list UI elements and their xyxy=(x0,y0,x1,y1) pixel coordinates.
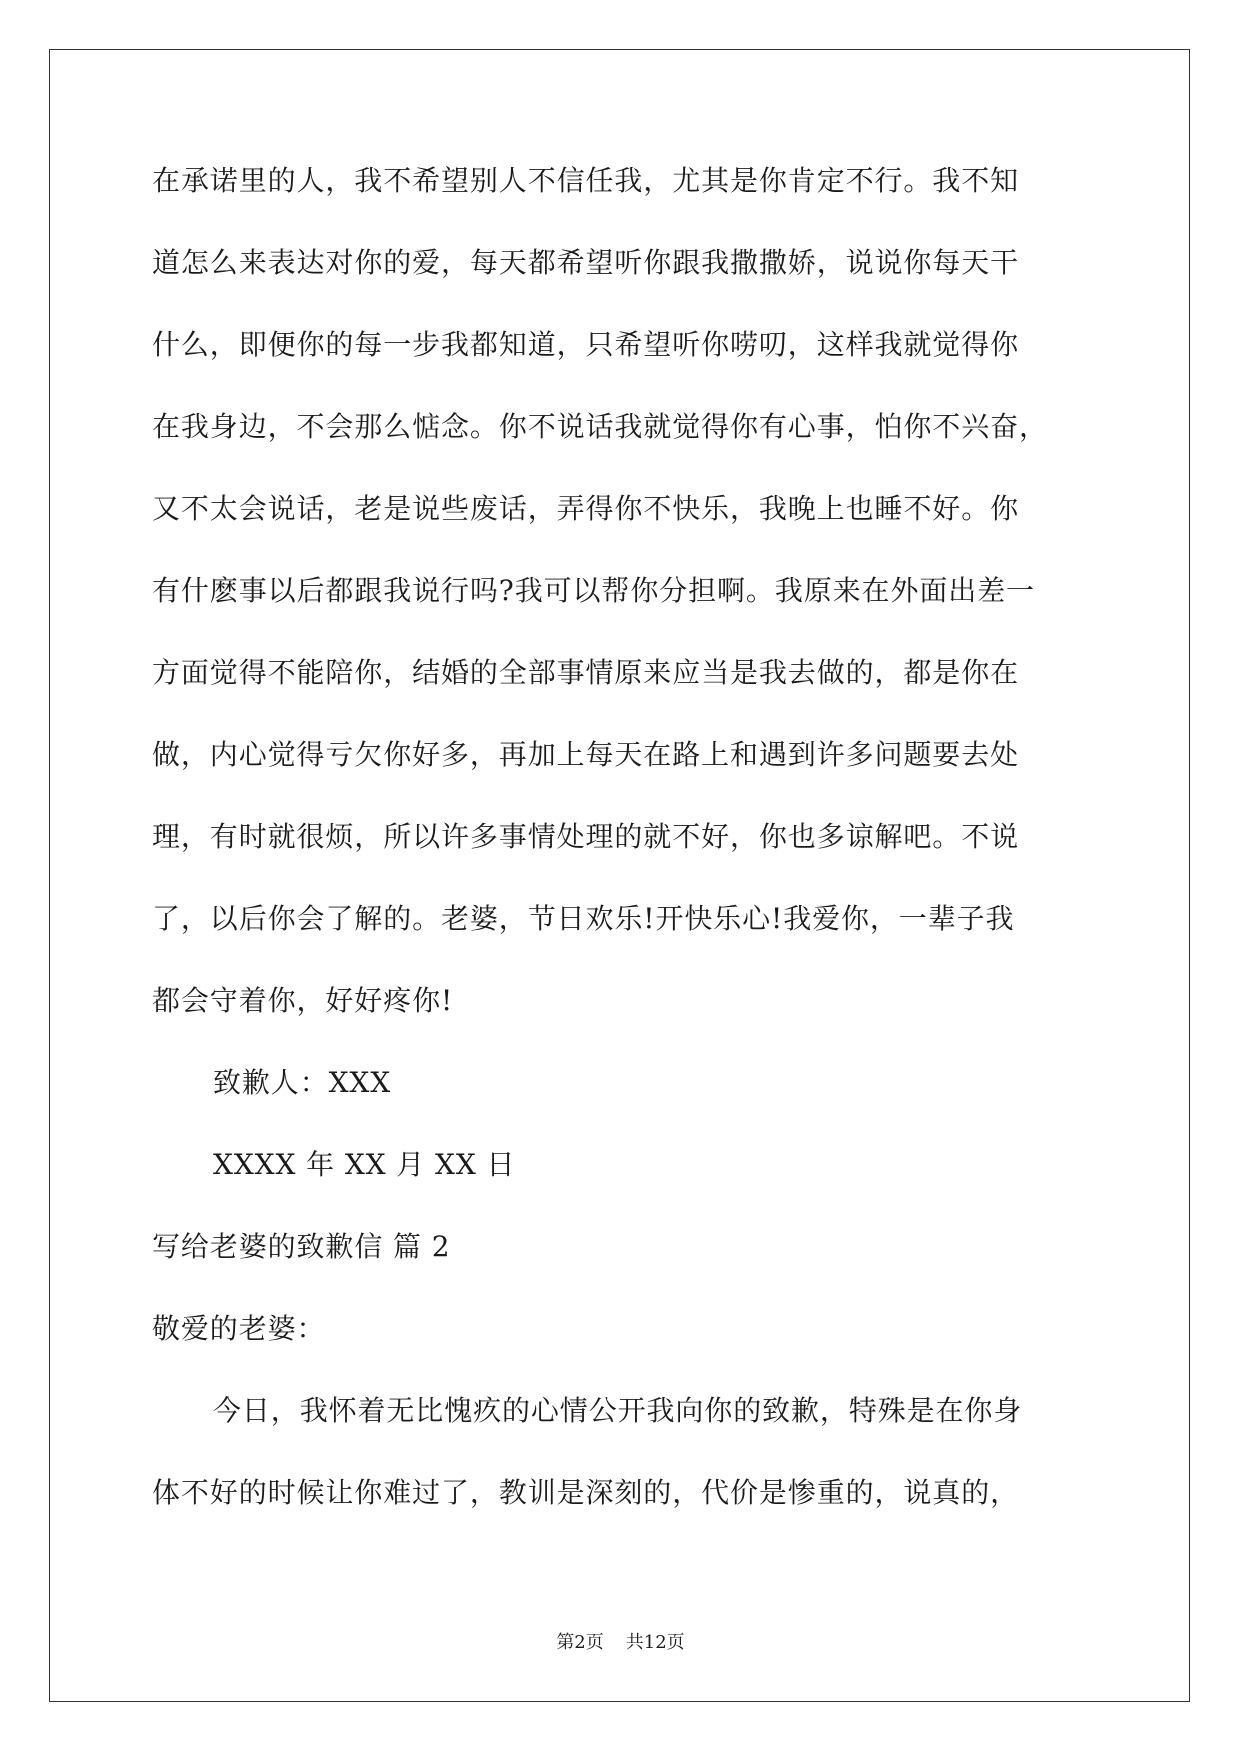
body-line-10: 了，以后你会了解的。老婆，节日欢乐!开快乐心!我爱你，一辈子我 xyxy=(152,902,1015,935)
page-number-current: 第2页 xyxy=(556,1632,604,1653)
salutation: 敬爱的老婆： xyxy=(152,1312,326,1345)
signature: 致歉人：XXX xyxy=(213,1066,392,1099)
para2-line-1: 今日，我怀着无比愧疚的心情公开我向你的致歉，特殊是在你身 xyxy=(213,1394,1023,1427)
section-title: 写给老婆的致歉信 篇 2 xyxy=(152,1230,451,1263)
body-line-8: 做，内心觉得亏欠你好多，再加上每天在路上和遇到许多问题要去处 xyxy=(152,738,1020,771)
body-line-3: 什么，即便你的每一步我都知道，只希望听你唠叨，这样我就觉得你 xyxy=(152,328,1020,361)
body-line-9: 理，有时就很烦，所以许多事情处理的就不好，你也多谅解吧。不说 xyxy=(152,820,1020,853)
para2-line-2: 体不好的时候让你难过了，教训是深刻的，代价是惨重的，说真的， xyxy=(152,1476,1020,1509)
body-line-5: 又不太会说话，老是说些废话，弄得你不快乐，我晚上也睡不好。你 xyxy=(152,492,1020,525)
document-body xyxy=(152,153,1097,1547)
body-line-1: 在承诺里的人，我不希望别人不信任我，尤其是你肯定不行。我不知 xyxy=(152,164,1020,197)
letter-date: XXXX 年 XX 月 XX 日 xyxy=(213,1148,516,1181)
body-line-4: 在我身边，不会那么惦念。你不说话我就觉得你有心事，怕你不兴奋， xyxy=(152,410,1048,443)
body-line-6: 有什麽事以后都跟我说行吗?我可以帮你分担啊。我原来在外面出差一 xyxy=(152,574,1035,607)
page-footer xyxy=(0,1628,1241,1654)
body-line-2: 道怎么来表达对你的爱，每天都希望听你跟我撒撒娇，说说你每天干 xyxy=(152,246,1020,279)
body-line-11: 都会守着你，好好疼你! xyxy=(152,984,454,1017)
body-line-7: 方面觉得不能陪你，结婚的全部事情原来应当是我去做的，都是你在 xyxy=(152,656,1020,689)
page-number-total: 共12页 xyxy=(625,1632,685,1653)
